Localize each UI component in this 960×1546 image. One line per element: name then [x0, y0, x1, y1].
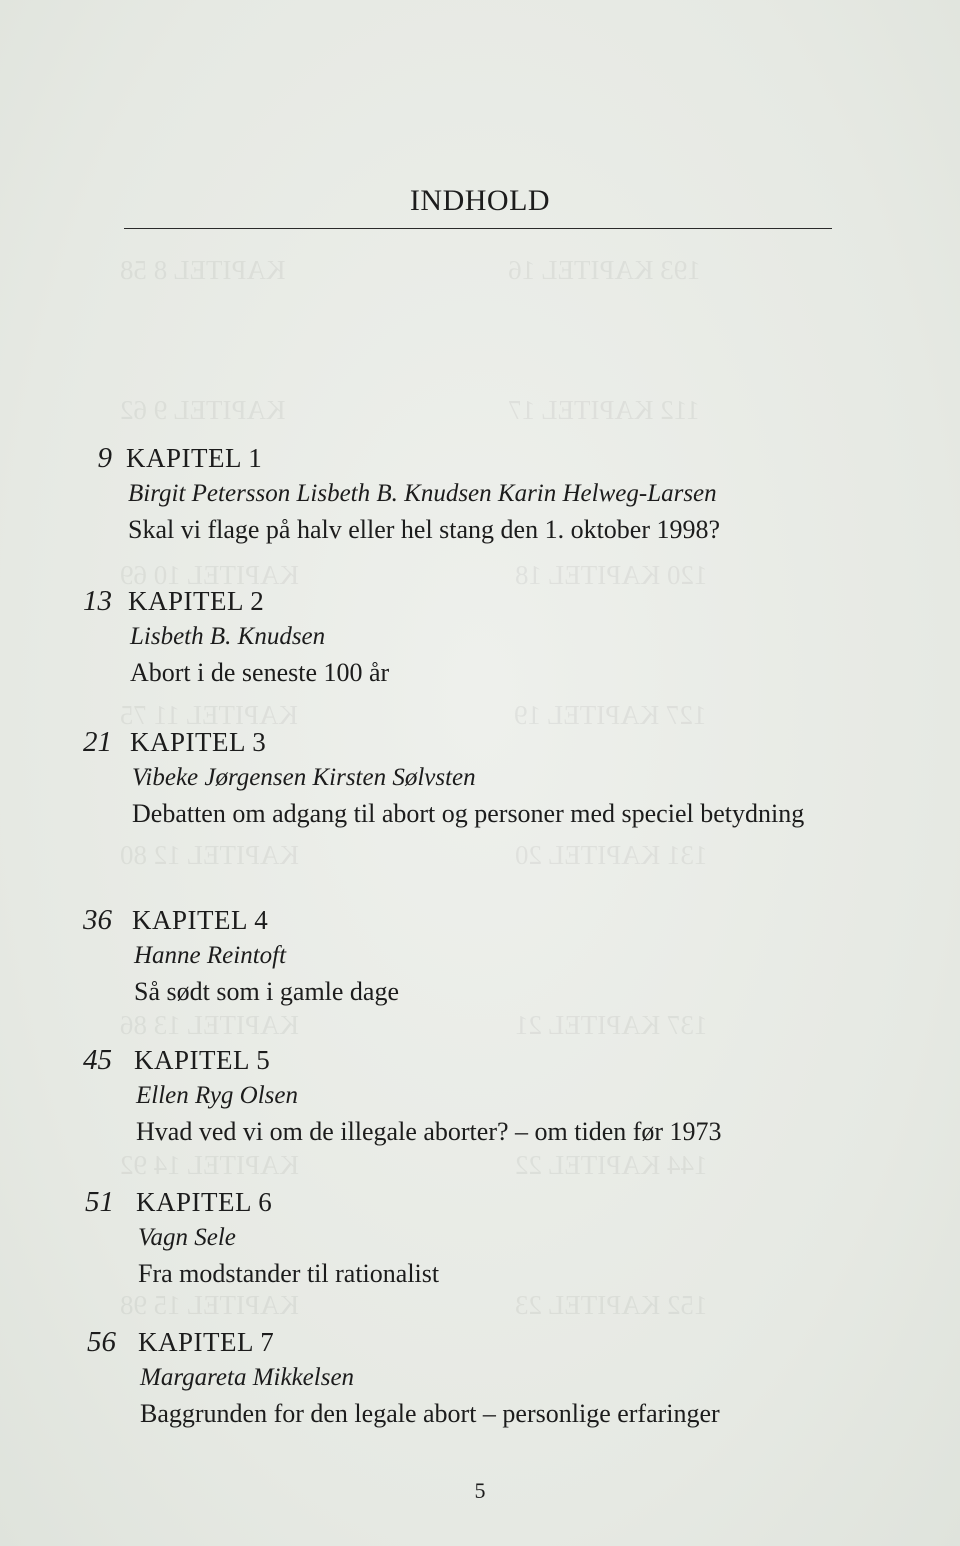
page-number: 51 — [85, 1186, 114, 1218]
chapter-label: KAPITEL 1 — [126, 443, 263, 473]
show-through-text: 144 KAPITEL 22 KAPITEL 14 92 — [120, 1150, 708, 1180]
toc-heading: INDHOLD — [409, 184, 551, 217]
show-through-text: 137 KAPITEL 21 KAPITEL 13 86 — [120, 1010, 708, 1040]
heading-rule — [124, 228, 832, 229]
page-number: 13 — [83, 585, 112, 617]
chapter-authors: Lisbeth B. Knudsen — [130, 623, 326, 650]
show-through-text: 193 KAPITEL 16 KAPITEL 8 58 — [120, 255, 701, 285]
chapter-title: Hvad ved vi om de illegale aborter? – om tiden før 1973 — [136, 1117, 722, 1146]
chapter-title: Så sødt som i gamle dage — [134, 977, 400, 1006]
chapter-label: KAPITEL 2 — [128, 586, 265, 616]
chapter-label: KAPITEL 6 — [136, 1187, 273, 1217]
chapter-label: KAPITEL 3 — [130, 727, 267, 757]
chapter-authors: Hanne Reintoft — [134, 942, 287, 969]
chapter-authors: Vibeke Jørgensen Kirsten Sølvsten — [132, 764, 476, 791]
show-through-text: 127 KAPITEL 19 KAPITEL 11 75 — [120, 700, 707, 730]
page-number: 36 — [83, 904, 112, 936]
chapter-title: Baggrunden for den legale abort – personlige erfaringer — [140, 1399, 720, 1428]
page-number: 9 — [97, 442, 112, 474]
folio-page-number: 5 — [474, 1478, 486, 1503]
show-through-text: 112 KAPITEL 17 KAPITEL 9 62 — [120, 395, 700, 425]
page-number: 56 — [87, 1326, 116, 1358]
chapter-title: Skal vi flage på halv eller hel stang den 1. oktober 1998? — [128, 515, 721, 544]
chapter-label: KAPITEL 7 — [138, 1327, 275, 1357]
chapter-label: KAPITEL 4 — [132, 905, 269, 935]
chapter-authors: Birgit Petersson Lisbeth B. Knudsen Karin Helweg-Larsen — [128, 480, 717, 507]
page-number: 21 — [83, 726, 112, 758]
chapter-title: Fra modstander til rationalist — [138, 1259, 440, 1288]
chapter-label: KAPITEL 5 — [134, 1045, 271, 1075]
show-through-text: 131 KAPITEL 20 KAPITEL 12 80 — [120, 840, 708, 870]
chapter-authors: Vagn Sele — [138, 1224, 236, 1251]
chapter-title: Abort i de seneste 100 år — [130, 658, 390, 687]
chapter-authors: Margareta Mikkelsen — [140, 1364, 355, 1391]
show-through-text: 152 KAPITEL 23 KAPITEL 15 98 — [120, 1290, 708, 1320]
show-through-text: 120 KAPITEL 18 KAPITEL 10 69 — [120, 560, 708, 590]
chapter-authors: Ellen Ryg Olsen — [136, 1082, 298, 1109]
chapter-title: Debatten om adgang til abort og personer med speciel betydning — [132, 799, 805, 828]
page-number: 45 — [83, 1044, 112, 1076]
